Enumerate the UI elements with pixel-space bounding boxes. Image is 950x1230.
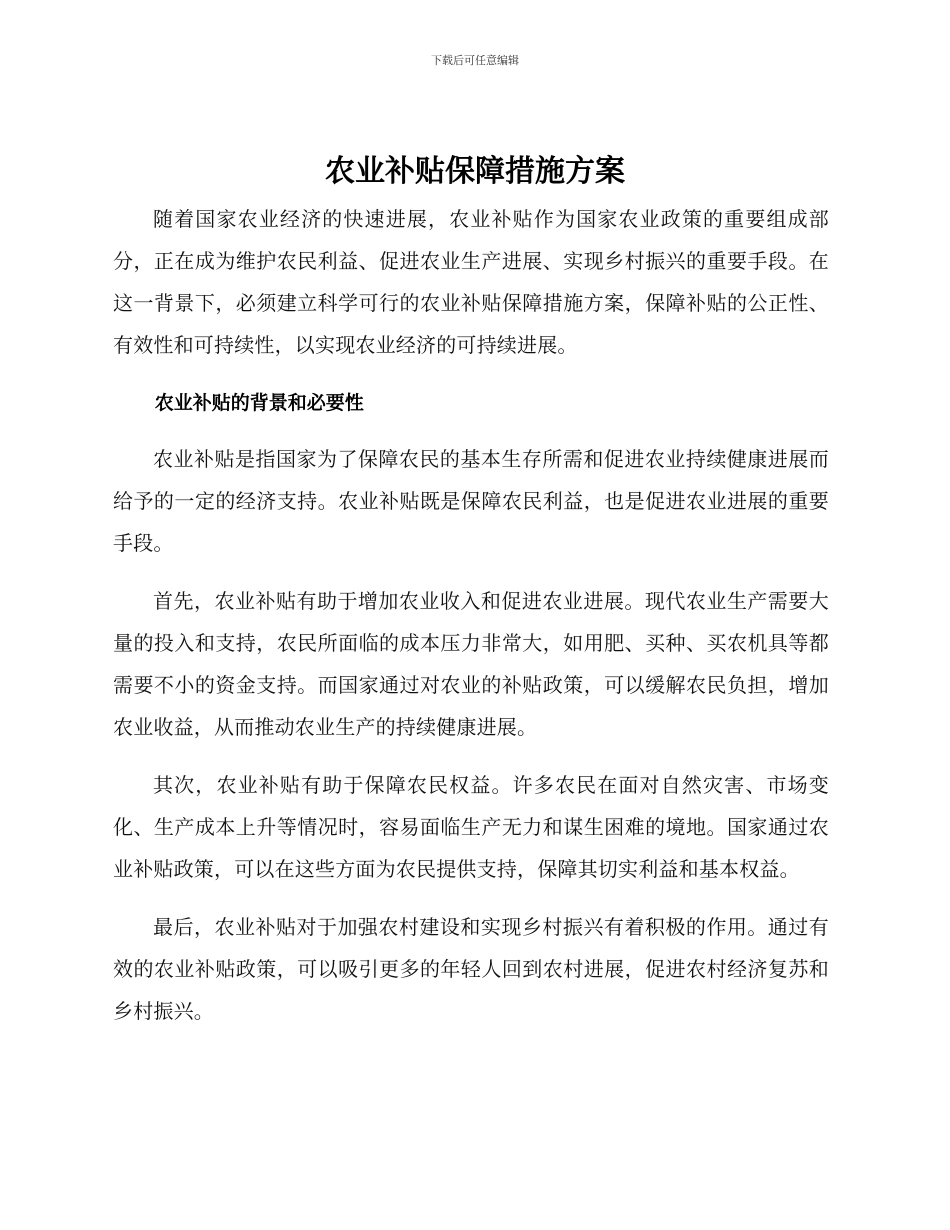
section-heading: 农业补贴的背景和必要性 [154, 392, 364, 414]
body-paragraph-3: 其次，农业补贴有助于保障农民权益。许多农民在面对自然灾害、市场变化、生产成本上升等情况时，容易面临生产无力和谋生困难的境地。国家通过农业补贴政策，可以在这些方面为农民提供支持，保障其切实利益和基本权益。 [113, 773, 829, 881]
document-body [113, 198, 829, 1048]
body-paragraph-4: 最后，农业补贴对于加强农村建设和实现乡村振兴有着积极的作用。通过有效的农业补贴政策，可以吸引更多的年轻人回到农村进展，促进农村经济复苏和乡村振兴。 [113, 915, 829, 1023]
body-paragraph-2: 首先，农业补贴有助于增加农业收入和促进农业进展。现代农业生产需要大量的投入和支持，农民所面临的成本压力非常大，如用肥、买种、买农机具等都需要不小的资金支持。而国家通过对农业的补贴政策，可以缓解农民负担，增加农业收益，从而推动农业生产的持续健康进展。 [113, 589, 829, 739]
intro-paragraph: 随着国家农业经济的快速进展，农业补贴作为国家农业政策的重要组成部分，正在成为维护农民利益、促进农业生产进展、实现乡村振兴的重要手段。在这一背景下，必须建立科学可行的农业补贴保障措施方案，保障补贴的公正性、有效性和可持续性，以实现农业经济的可持续进展。 [113, 207, 829, 357]
page-header: 下载后可任意编辑 [431, 54, 519, 67]
document-title: 农业补贴保障措施方案 [325, 154, 625, 189]
body-paragraph-1: 农业补贴是指国家为了保障农民的基本生存所需和促进农业持续健康进展而给予的一定的经济支持。农业补贴既是保障农民利益，也是促进农业进展的重要手段。 [113, 447, 829, 555]
